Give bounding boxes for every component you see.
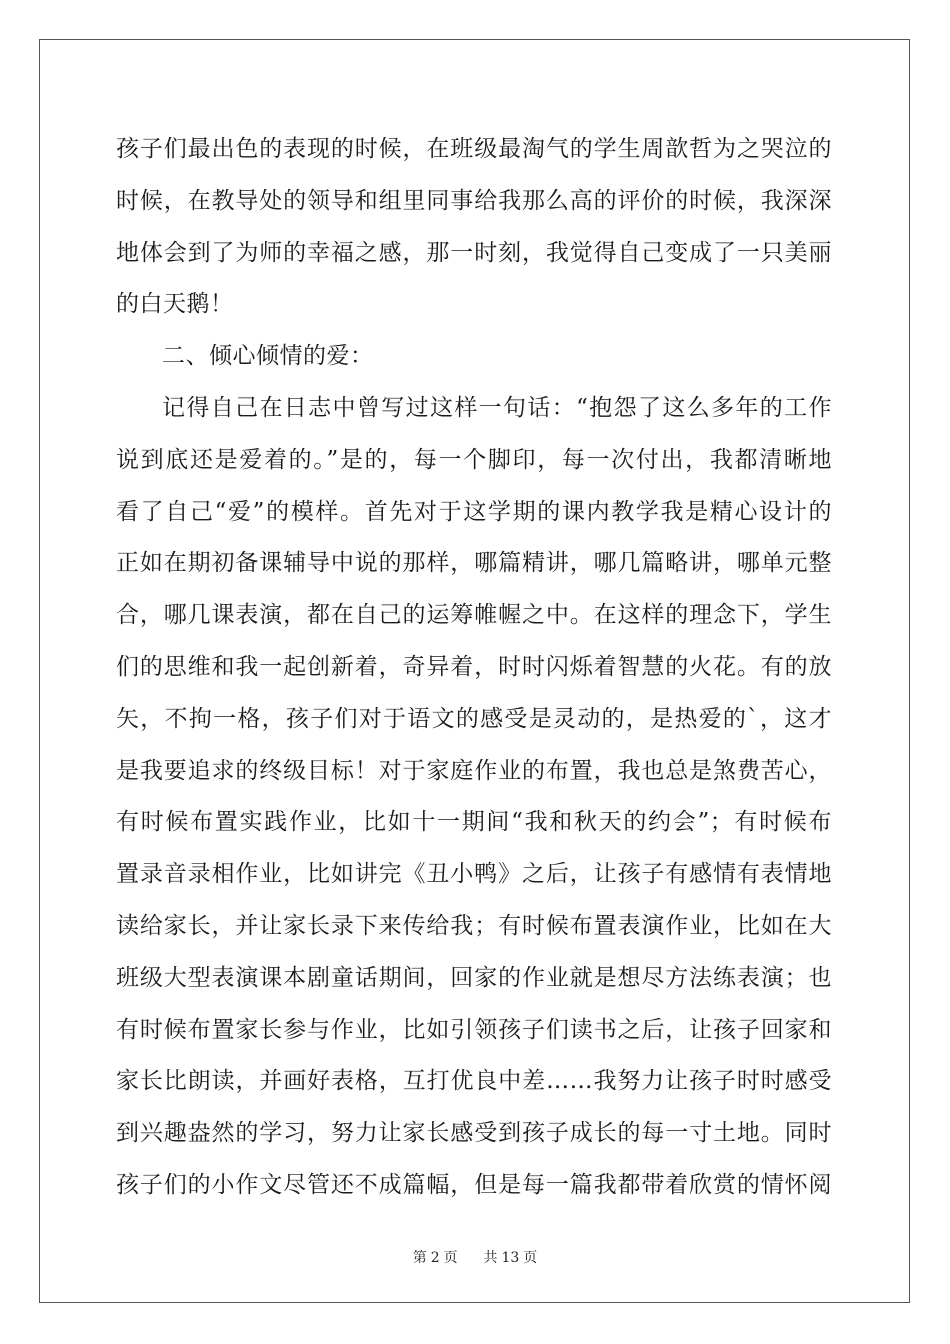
total-pages: 13 bbox=[501, 1250, 520, 1266]
text-line: 正如在期初备课辅导中说的那样，哪篇精讲，哪几篇略讲，哪单元整 bbox=[116, 550, 832, 577]
text-line: 时候，在教导处的领导和组里同事给我那么高的评价的时候，我深深 bbox=[116, 187, 832, 214]
text-line: 读给家长，并让家长录下来传给我；有时候布置表演作业，比如在大 bbox=[116, 912, 832, 939]
document-body bbox=[116, 124, 832, 1212]
text-line: 有时候布置实践作业，比如十一期间“我和秋天的约会”；有时候布 bbox=[116, 809, 832, 836]
page-prefix: 第 bbox=[412, 1250, 427, 1266]
text-line: 说到底还是爱着的。”是的，每一个脚印，每一次付出，我都清晰地 bbox=[116, 446, 832, 473]
text-line: 合，哪几课表演，都在自己的运筹帷幄之中。在这样的理念下，学生 bbox=[116, 602, 832, 629]
total-suffix: 页 bbox=[523, 1250, 538, 1266]
page-indicator bbox=[411, 1250, 460, 1266]
total-prefix: 共 bbox=[483, 1250, 498, 1266]
text-line: 班级大型表演课本剧童话期间，回家的作业就是想尽方法练表演；也 bbox=[116, 964, 832, 991]
page-footer bbox=[0, 1247, 950, 1267]
text-line: 有时候布置家长参与作业，比如引领孩子们读书之后，让孩子回家和 bbox=[116, 1016, 832, 1043]
section-heading: 二、倾心倾情的爱： bbox=[162, 343, 374, 370]
text-line: 矢，不拘一格，孩子们对于语文的感受是灵动的，是热爱的`，这才 bbox=[116, 705, 832, 732]
page-suffix: 页 bbox=[443, 1250, 458, 1266]
text-line: 置录音录相作业，比如讲完《丑小鸭》之后，让孩子有感情有表情地 bbox=[116, 861, 832, 888]
text-line: 地体会到了为师的幸福之感，那一时刻，我觉得自己变成了一只美丽 bbox=[116, 239, 832, 266]
total-pages-indicator bbox=[481, 1250, 539, 1266]
text-line: 的白天鹅！ bbox=[116, 291, 234, 318]
text-line: 看了自己“爱”的模样。首先对于这学期的课内教学我是精心设计的 bbox=[116, 498, 832, 525]
text-line: 记得自己在日志中曾写过这样一句话：“抱怨了这么多年的工作 bbox=[162, 394, 832, 421]
text-line: 孩子们最出色的表现的时候，在班级最淘气的学生周歆哲为之哭泣的 bbox=[116, 136, 832, 162]
text-line: 家长比朗读，并画好表格，互打优良中差……我努力让孩子时时感受 bbox=[116, 1068, 832, 1095]
text-line: 孩子们的小作文尽管还不成篇幅，但是每一篇我都带着欣赏的情怀阅 bbox=[116, 1171, 832, 1198]
text-line: 们的思维和我一起创新着，奇异着，时时闪烁着智慧的火花。有的放 bbox=[116, 653, 832, 680]
text-line: 到兴趣盎然的学习，努力让家长感受到孩子成长的每一寸土地。同时 bbox=[116, 1120, 832, 1147]
text-line: 是我要追求的终级目标！对于家庭作业的布置，我也总是煞费苦心， bbox=[116, 757, 832, 784]
page-number: 2 bbox=[430, 1250, 440, 1266]
